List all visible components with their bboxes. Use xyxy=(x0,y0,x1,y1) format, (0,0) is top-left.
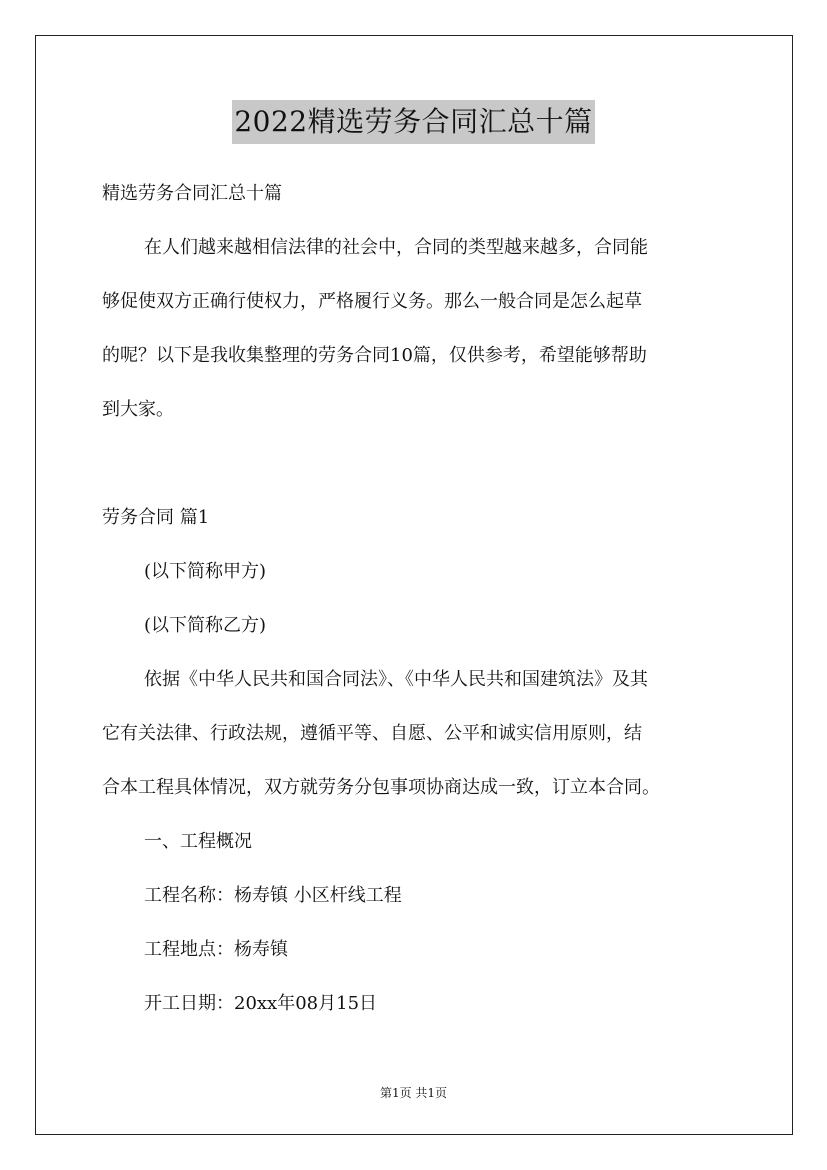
intro-line-3: 的呢？以下是我收集整理的劳务合同10篇，仅供参考，希望能够帮助 xyxy=(102,345,647,366)
intro-line-2: 够促使双方正确行使权力，严格履行义务。那么一般合同是怎么起草 xyxy=(102,291,642,312)
basis-line-2: 它有关法律、行政法规，遵循平等、自愿、公平和诚实信用原则，结 xyxy=(102,723,642,744)
intro-line-1: 在人们越来越相信法律的社会中，合同的类型越来越多，合同能 xyxy=(144,237,648,258)
section-heading: 劳务合同 篇1 xyxy=(102,507,210,528)
basis-line-3: 合本工程具体情况，双方就劳务分包事项协商达成一致，订立本合同。 xyxy=(102,777,660,798)
document-subtitle: 精选劳务合同汇总十篇 xyxy=(102,183,282,204)
clause-heading: 一、工程概况 xyxy=(144,831,252,852)
document-title: 2022精选劳务合同汇总十篇 xyxy=(232,100,594,144)
party-a-line: (以下简称甲方) xyxy=(144,561,267,582)
title-container xyxy=(0,100,827,144)
party-b-line: (以下简称乙方) xyxy=(144,615,267,636)
project-location-line: 工程地点：杨寿镇 xyxy=(144,939,288,960)
page-footer: 第1页 共1页 xyxy=(379,1086,448,1100)
basis-line-1: 依据《中华人民共和国合同法》、《中华人民共和国建筑法》及其 xyxy=(144,669,648,690)
start-date-line: 开工日期：20xx年08月15日 xyxy=(144,993,378,1014)
project-name-line: 工程名称：杨寿镇 小区杆线工程 xyxy=(144,885,402,906)
intro-line-4: 到大家。 xyxy=(102,399,174,420)
